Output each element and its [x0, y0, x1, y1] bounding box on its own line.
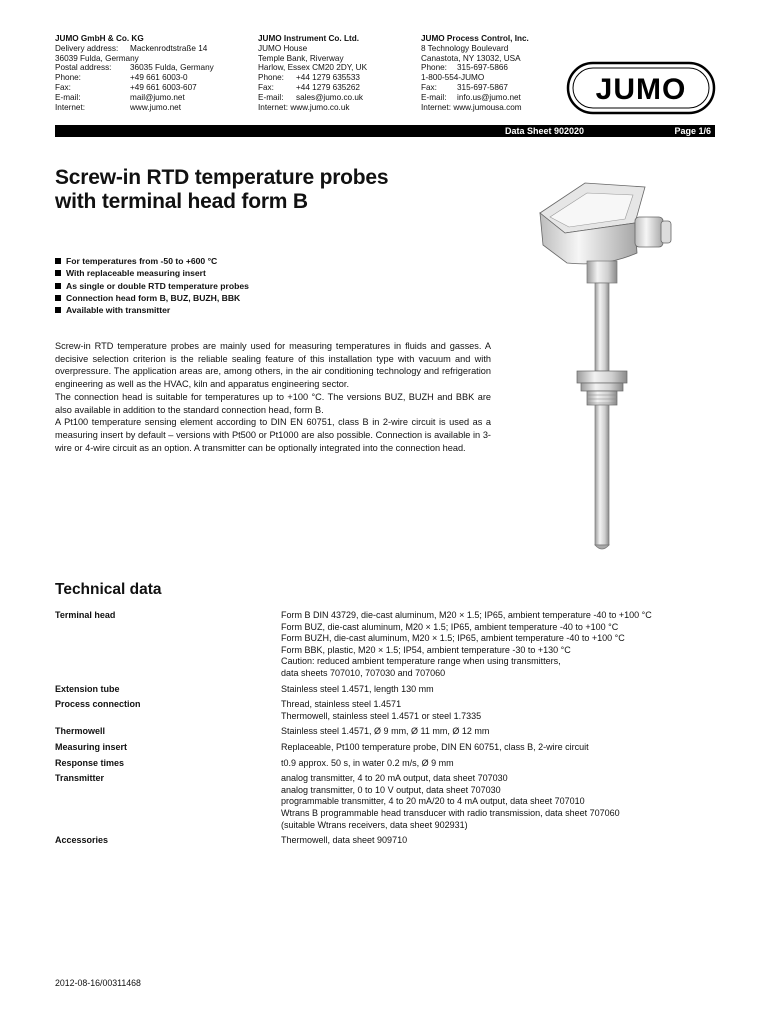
address-key: Fax: — [55, 82, 71, 92]
tech-row — [55, 726, 715, 738]
address-value: mail@jumo.net — [130, 92, 185, 102]
feature-item — [55, 304, 249, 316]
address-row — [421, 73, 529, 83]
feature-text: For temperatures from -50 to +600 °C — [66, 256, 218, 266]
square-bullet-icon — [55, 283, 61, 289]
address-block-germany — [55, 34, 214, 112]
address-value: +44 1279 635262 — [296, 82, 360, 92]
tech-label: Terminal head — [55, 610, 116, 620]
tech-value: Form BUZ, die-cast aluminum, M20 × 1.5; IP65, ambient temperature -40 to +100 °C — [281, 621, 619, 632]
tech-value: Stainless steel 1.4571, Ø 9 mm, Ø 11 mm, Ø 12 mm — [281, 726, 490, 737]
address-row — [55, 93, 214, 103]
address-rows — [421, 44, 529, 113]
tech-value: Thermowell, data sheet 909710 — [281, 835, 408, 846]
address-row — [421, 44, 529, 54]
address-value: Canastota, NY 13032, USA — [421, 53, 521, 63]
address-value: sales@jumo.co.uk — [296, 92, 364, 102]
address-row — [421, 103, 529, 113]
tech-value: t0.9 approx. 50 s, in water 0.2 m/s, Ø 9 mm — [281, 757, 454, 768]
document-footer: 2012-08-16/00311468 — [55, 978, 141, 988]
tech-value: (suitable Wtrans receivers, data sheet 902931) — [281, 819, 468, 830]
tech-row — [55, 758, 715, 770]
tech-label: Response times — [55, 757, 125, 768]
address-row — [55, 103, 214, 113]
company-name: JUMO Instrument Co. Ltd. — [258, 34, 359, 43]
tech-row — [55, 742, 715, 754]
company-name: JUMO Process Control, Inc. — [421, 34, 529, 43]
address-value: Mackenrodtstraße 14 — [130, 43, 208, 53]
title-line-1: Screw-in RTD temperature probes — [55, 166, 389, 189]
address-key: E-mail: — [258, 92, 284, 102]
tech-value: Stainless steel 1.4571, length 130 mm — [281, 683, 434, 694]
address-row — [258, 83, 367, 93]
tech-label: Thermowell — [55, 726, 106, 737]
page-number: Page 1/6 — [674, 126, 711, 136]
logo-text: JUMO — [595, 73, 687, 106]
tech-row — [55, 610, 715, 680]
tech-row — [55, 773, 715, 831]
tech-value: Form BUZH, die-cast aluminum, M20 × 1.5; IP65, ambient temperature -40 to +100 °C — [281, 633, 625, 644]
address-value: Temple Bank, Riverway — [258, 53, 344, 63]
tech-values — [281, 742, 715, 754]
address-value: JUMO House — [258, 43, 308, 53]
tech-values — [281, 758, 715, 770]
square-bullet-icon — [55, 295, 61, 301]
address-row — [55, 83, 214, 93]
address-row — [421, 63, 529, 73]
tech-label: Transmitter — [55, 773, 105, 784]
tech-label: Accessories — [55, 835, 109, 846]
tech-values — [281, 726, 715, 738]
tech-value: analog transmitter, 4 to 20 mA output, data sheet 707030 — [281, 773, 508, 784]
address-row — [55, 54, 214, 64]
address-row — [258, 73, 367, 83]
datasheet-number: Data Sheet 902020 — [505, 126, 585, 136]
address-value: 36039 Fulda, Germany — [55, 53, 139, 63]
feature-item — [55, 292, 249, 304]
address-value: info.us@jumo.net — [457, 92, 521, 102]
tech-value: programmable transmitter, 4 to 20 mA/20 to 4 mA output, data sheet 707010 — [281, 796, 585, 807]
address-value: Harlow, Essex CM20 2DY, UK — [258, 63, 368, 73]
address-block-uk — [258, 34, 367, 112]
probe-illustration — [525, 175, 685, 555]
square-bullet-icon — [55, 270, 61, 276]
feature-list — [55, 255, 249, 316]
tech-values — [281, 835, 715, 847]
address-row — [421, 54, 529, 64]
address-value: Internet: www.jumo.co.uk — [258, 102, 350, 112]
description-paragraph: The connection head is suitable for temperatures up to +100 °C. The versions BUZ, BUZH and BBK are also available in addition to the standard connection head, form B. — [55, 391, 491, 415]
title-line-2: with terminal head form B — [55, 190, 308, 213]
square-bullet-icon — [55, 307, 61, 313]
address-row — [258, 63, 367, 73]
address-row — [421, 93, 529, 103]
address-value: Internet: www.jumousa.com — [421, 102, 522, 112]
tech-values — [281, 699, 715, 722]
address-value: +49 661 6003-607 — [130, 82, 197, 92]
tech-values — [281, 610, 715, 680]
address-key: E-mail: — [421, 92, 447, 102]
address-row — [258, 54, 367, 64]
tech-label: Measuring insert — [55, 741, 128, 752]
tech-value: analog transmitter, 0 to 10 V output, data sheet 707030 — [281, 784, 501, 795]
jumo-logo — [566, 61, 716, 115]
tech-label: Process connection — [55, 699, 141, 710]
address-key: Phone: — [258, 73, 284, 83]
address-key: Delivery address: — [55, 43, 119, 53]
tech-values — [281, 773, 715, 831]
feature-text: Connection head form B, BUZ, BUZH, BBK — [66, 292, 241, 303]
tech-label: Extension tube — [55, 683, 120, 694]
technical-data-table — [55, 610, 715, 851]
document-title — [55, 166, 388, 214]
address-key: Phone: — [55, 73, 81, 83]
address-value: 36035 Fulda, Germany — [130, 63, 214, 73]
tech-values — [281, 684, 715, 696]
address-block-usa — [421, 34, 529, 112]
description — [55, 340, 491, 454]
tech-value: data sheets 707010, 707030 and 707060 — [281, 667, 446, 678]
address-value: 315-697-5866 — [457, 63, 508, 73]
section-heading-technical-data: Technical data — [55, 581, 162, 598]
tech-value: Caution: reduced ambient temperature range when using transmitters, — [281, 656, 561, 667]
address-key: Phone: — [421, 63, 447, 73]
tech-value: Form B DIN 43729, die-cast aluminum, M20 × 1.5; IP65, ambient temperature -40 to +100 °C — [281, 610, 652, 620]
tech-value: Form BBK, plastic, M20 × 1.5; IP54, ambient temperature -30 to +130 °C — [281, 644, 571, 655]
datasheet-bar — [55, 125, 715, 137]
address-value: 8 Technology Boulevard — [421, 43, 509, 53]
address-rows — [258, 44, 367, 113]
tech-value: Replaceable, Pt100 temperature probe, DIN EN 60751, class B, 2-wire circuit — [281, 741, 589, 752]
tech-value: Thermowell, stainless steel 1.4571 or steel 1.7335 — [281, 710, 482, 721]
tech-value: Wtrans B programmable head transducer with radio transmission, data sheet 707060 — [281, 807, 620, 818]
feature-item — [55, 267, 249, 279]
description-paragraph: A Pt100 temperature sensing element according to DIN EN 60751, class B in 2-wire circuit is used as a measuring insert by default – versions with Pt500 or Pt1000 are also possible. Connection is available in 3-wire or 4-wire circuit as an option. A transmitter can be optionally integrated into the connection head. — [55, 417, 491, 453]
address-value: 1-800-554-JUMO — [421, 73, 485, 83]
company-name: JUMO GmbH & Co. KG — [55, 34, 144, 43]
address-value: +49 661 6003-0 — [130, 73, 188, 83]
address-value: 315-697-5867 — [457, 82, 508, 92]
description-paragraph: Screw-in RTD temperature probes are mainly used for measuring temperatures in fluids and gasses. A decisive selection criterion is the reliable sealing feature of this installation type with vacuum and with overpressure. The application areas are, among others, in the air conditioning technology and refrigeration engineering as well as the HVAC, kiln and apparatus engineering sector. — [55, 341, 491, 390]
address-row — [421, 83, 529, 93]
address-value: www.jumo.net — [130, 102, 181, 112]
address-row — [55, 63, 214, 73]
feature-item — [55, 255, 249, 267]
tech-value: Thread, stainless steel 1.4571 — [281, 699, 402, 710]
address-row — [258, 103, 367, 113]
tech-row — [55, 835, 715, 847]
feature-item — [55, 280, 249, 292]
feature-text: Available with transmitter — [66, 305, 171, 316]
address-row — [55, 73, 214, 83]
tech-row — [55, 684, 715, 696]
address-rows — [55, 44, 214, 113]
feature-text: With replaceable measuring insert — [66, 268, 206, 279]
tech-row — [55, 699, 715, 722]
address-row — [258, 44, 367, 54]
address-key: Fax: — [258, 82, 274, 92]
address-row — [55, 44, 214, 54]
address-value: +44 1279 635533 — [296, 73, 360, 83]
address-key: Postal address: — [55, 63, 112, 73]
address-key: Internet: — [55, 102, 86, 112]
address-key: Fax: — [421, 82, 437, 92]
feature-text: As single or double RTD temperature probes — [66, 280, 249, 291]
address-key: E-mail: — [55, 92, 81, 102]
square-bullet-icon — [55, 258, 61, 264]
address-row — [258, 93, 367, 103]
